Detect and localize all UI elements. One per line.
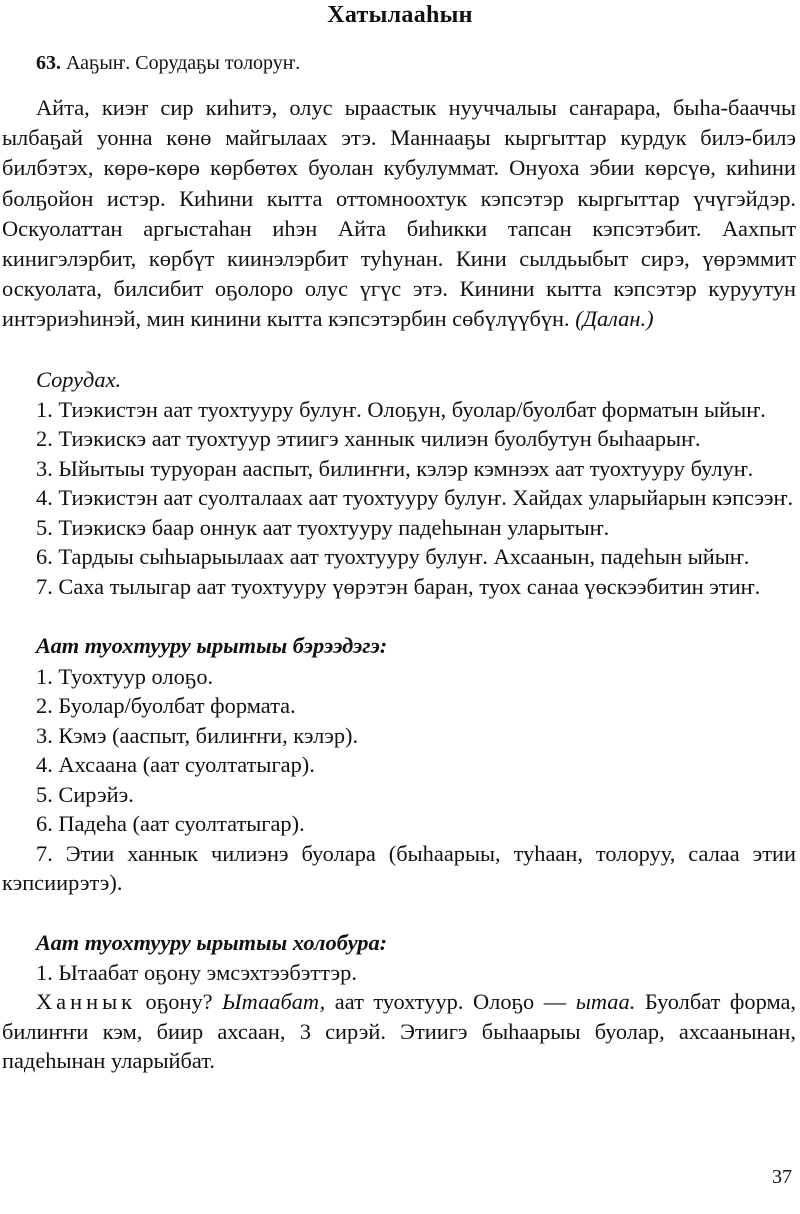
task-item: 7. Саха тылыгар аат туохтууру үөрэтэн баран, туох санаа үөскээбитин этиҥ. — [36, 573, 761, 599]
reading-text-body: Айта, киэҥ сир киһитэ, олус ыраастык нууччалыы саҥарара, быһа-бааччы ылбаҕай уонна көнө майгылаах этэ. Маннааҕы кыргыттар курдук билэ-билэ билбэтэх, көрө-көрө көрбөтөх буолан кубулуммат. Онуоха эбии көрсүө, киһини болҕойон истэр. Киһини кытта оттомноохтук кэпсэтэр кыргыттар үчүгэйдэр. Оскуолаттан аргыстаһан иһэн Айта биһикки тапсан кэпсэтэбит. Аахпыт кинигэлэрбит, көрбүт киинэлэрбит туһунан. Кини сылдьыбыт сирэ, үөрэммит оскуолата, билсибит оҕолоро олус үгүс этэ. Кинини кытта кэпсэтэр куруутун интэриэһинэй, мин кинини кытта кэпсэтэрбин сөбүлүүбүн. — [2, 95, 796, 332]
task-item: 5. Тиэкискэ баар оннук аат туохтууру падеһынан уларытыҥ. — [36, 514, 610, 540]
section-gap — [2, 898, 796, 928]
page-title: Хатылааһын — [327, 2, 473, 28]
task-item: 3. Ыйытыы туруоран ааспыт, билиҥҥи, кэлэр кэмнээх аат туохтууру булуҥ. — [36, 455, 754, 481]
parsing-order-item: 2. Буолар/буолбат формата. — [36, 693, 296, 719]
parsing-order-item: 3. Кэмэ (ааспыт, билиҥҥи, кэлэр). — [36, 722, 359, 748]
example-answer-word: Ытаабат, — [222, 989, 326, 1015]
parsing-order-item: 5. Сирэйэ. — [36, 781, 134, 807]
reading-text — [2, 93, 796, 335]
exercise-number: 63. — [36, 52, 61, 74]
tasks-heading: Сорудах. — [36, 366, 122, 392]
section-gap — [2, 601, 796, 631]
page-content — [2, 52, 796, 1076]
page-number: 37 — [772, 1166, 792, 1188]
example-answer-rest: аат туохтуур. Олоҕо — — [334, 989, 567, 1015]
example-question-word: Ханнык — [36, 989, 136, 1015]
parsing-order-heading: Аат туохтууру ырытыы бэрээдэгэ: — [36, 633, 388, 659]
example-sentence: 1. Ытаабат оҕону эмсэхтээбэттэр. — [36, 959, 357, 985]
parsing-order-item: 1. Туохтуур олоҕо. — [36, 663, 214, 689]
example-description: Буолбат форма, билиҥҥи кэм, биир ахсаан, 3 сирэй. Этиигэ быһаарыы буолар, ахсаанынан, падеһынан уларыйбат. — [2, 989, 797, 1074]
task-item: 1. Тиэкистэн аат туохтууру булуҥ. Олоҕун, буолар/буолбат форматын ыйыҥ. — [36, 396, 766, 422]
parsing-order-item: 4. Ахсаана (аат суолтатыгар). — [36, 752, 315, 778]
parsing-order-item: 6. Падеһа (аат суолтатыгар). — [36, 811, 305, 837]
parsing-order-item: 7. Этии ханнык чилиэнэ буолара (быһаарыы, туһаан, толоруу, салаа этии кэпсиирэтэ). — [2, 840, 796, 896]
parsing-example-heading: Аат туохтууру ырытыы холобура: — [36, 929, 388, 955]
section-gap — [2, 335, 796, 365]
example-question-rest: оҕону? — [145, 989, 213, 1015]
exercise-instruction-text: Ааҕыҥ. Сорудаҕы толоруҥ. — [66, 52, 301, 74]
example-stem-word: ытаа. — [575, 989, 636, 1015]
task-item: 2. Тиэкискэ аат туохтуур этиигэ ханнык чилиэн буолбутун быһаарыҥ. — [36, 426, 701, 452]
exercise-instruction — [36, 52, 796, 75]
task-item: 4. Тиэкистэн аат суолталаах аат туохтууру булуҥ. Хайдах уларыйарын кэпсээҥ. — [36, 485, 794, 511]
task-item: 6. Тардыы сыһыарыылаах аат туохтууру булуҥ. Ахсаанын, падеһын ыйыҥ. — [36, 544, 750, 570]
example-analysis — [2, 987, 796, 1076]
reading-text-source: (Далан.) — [575, 306, 654, 332]
